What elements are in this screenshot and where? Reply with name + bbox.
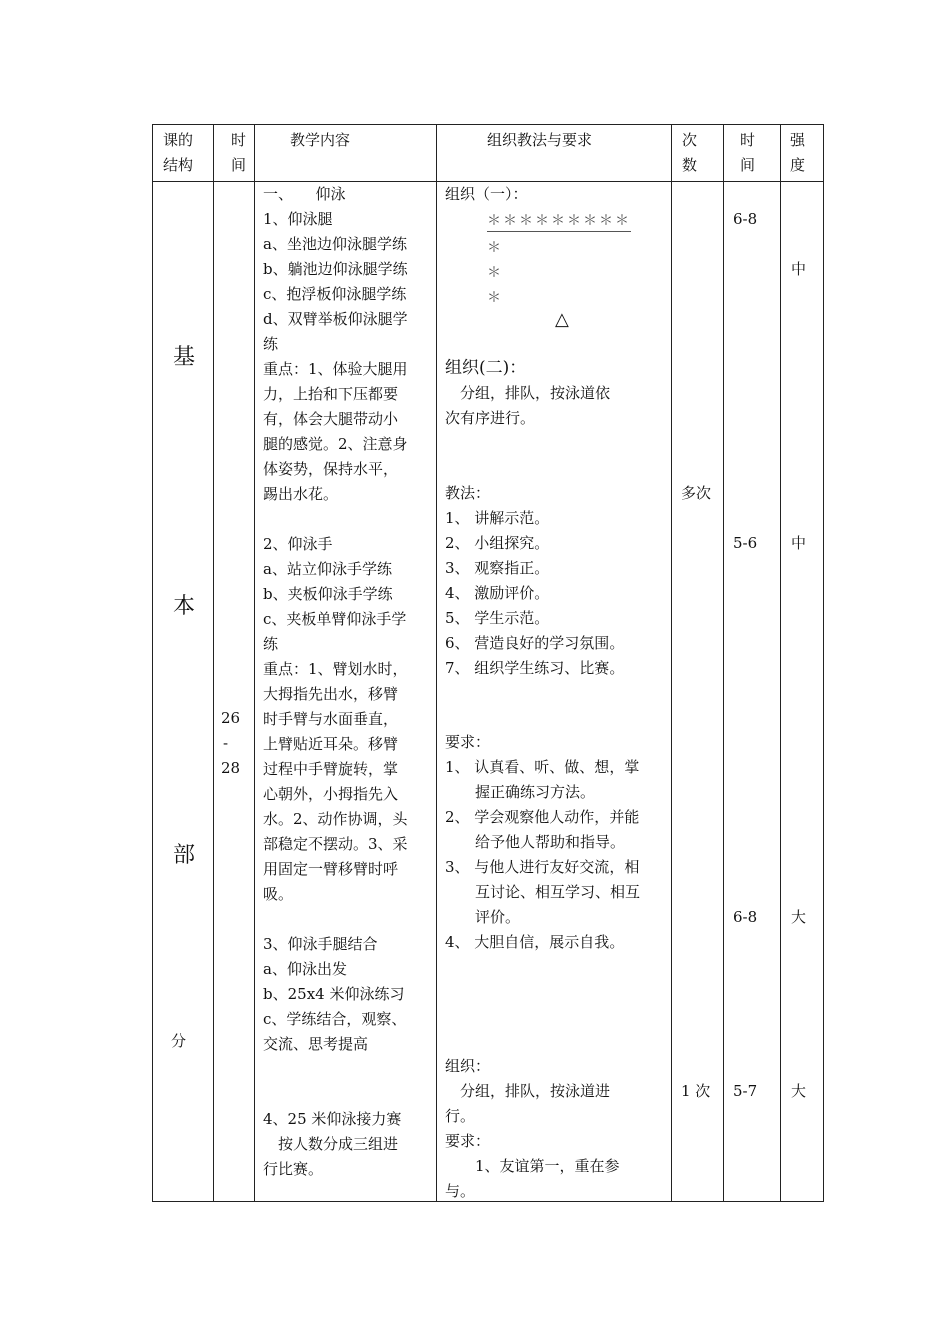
- count-once: 1 次: [681, 1082, 711, 1100]
- content-line: b、夹板仰泳手学练: [263, 585, 393, 603]
- req-line: 给予他人帮助和指导。: [445, 833, 626, 851]
- method-teach-title: 教法：: [445, 484, 491, 502]
- method-org3-line2: 行。: [445, 1107, 476, 1125]
- formation-star: ＊: [487, 265, 501, 281]
- method-org2-line2: 次有序进行。: [445, 409, 536, 427]
- teach-item: 5、 学生示范。: [445, 609, 550, 627]
- method-org2-line1: 分组，排队，按泳道依: [445, 384, 611, 402]
- content-line: 用固定一臂移臂时呼: [263, 860, 399, 878]
- content-line: 大拇指先出水，移臂: [263, 685, 399, 703]
- content-line: 时手臂与水面垂直，: [263, 710, 399, 728]
- col-divider: [671, 125, 672, 1201]
- intensity-4: 大: [791, 1082, 807, 1100]
- method-org2: 组织(二)：: [445, 358, 527, 378]
- header-count-line1: 次: [682, 131, 698, 149]
- content-line: 腿的感觉。2、注意身: [263, 435, 408, 453]
- content-line: a、坐池边仰泳腿学练: [263, 235, 407, 253]
- teach-item: 1、 讲解示范。: [445, 509, 550, 527]
- req-line: 评价。: [445, 908, 521, 926]
- header-structure-line2: 结构: [163, 156, 194, 174]
- header-intensity-line2: 度: [790, 156, 806, 174]
- intensity-3: 大: [791, 908, 807, 926]
- header-content: 教学内容: [290, 131, 351, 149]
- col-divider: [780, 125, 781, 1201]
- header-time2-line2: 间: [740, 156, 756, 174]
- header-time-line1: 时: [231, 131, 247, 149]
- content-line: 心朝外，小拇指先入: [263, 785, 399, 803]
- time-range-end: 28: [221, 759, 241, 777]
- content-line: 3、仰泳手腿结合: [263, 935, 378, 953]
- req-line: 互讨论、相互学习、相互: [445, 883, 641, 901]
- time-range-start: 26: [221, 709, 241, 727]
- content-line: 重点：1、臂划水时，: [263, 660, 408, 678]
- content-line: c、学练结合，观察、: [263, 1010, 407, 1028]
- structure-char-ben: 本: [173, 594, 196, 619]
- time-range-dash: -: [223, 734, 229, 752]
- content-line: 练: [263, 635, 279, 653]
- method-req2-line1: 1、友谊第一，重在参: [445, 1157, 620, 1175]
- intensity-1: 中: [791, 260, 807, 278]
- content-line: 行比赛。: [263, 1160, 324, 1178]
- req-line: 4、 大胆自信，展示自我。: [445, 933, 625, 951]
- req-line: 1、 认真看、听、做、想，掌: [445, 758, 640, 776]
- content-line: 踢出水花。: [263, 485, 339, 503]
- content-line: 体姿势，保持水平，: [263, 460, 399, 478]
- header-time2-line1: 时: [740, 131, 756, 149]
- count-many: 多次: [681, 484, 712, 502]
- teacher-triangle-icon: △: [555, 309, 569, 330]
- duration-4: 5-7: [733, 1082, 758, 1100]
- duration-3: 6-8: [733, 908, 758, 926]
- req-line: 握正确练习方法。: [445, 783, 596, 801]
- content-line: a、站立仰泳手学练: [263, 560, 392, 578]
- content-line: 2、仰泳手: [263, 535, 333, 553]
- formation-star: ＊: [487, 290, 501, 306]
- content-line: d、双臂举板仰泳腿学: [263, 310, 408, 328]
- content-line: 一、 仰泳: [263, 185, 346, 203]
- content-line: b、躺池边仰泳腿学练: [263, 260, 408, 278]
- content-line: 1、仰泳腿: [263, 210, 333, 228]
- content-line: c、抱浮板仰泳腿学练: [263, 285, 407, 303]
- content-line: 吸。: [263, 885, 294, 903]
- structure-char-ji: 基: [173, 345, 196, 370]
- duration-2: 5-6: [733, 534, 758, 552]
- content-line: 有，体会大腿带动小: [263, 410, 399, 428]
- header-method: 组织教法与要求: [487, 131, 593, 149]
- header-count-line2: 数: [682, 156, 698, 174]
- teach-item: 6、 营造良好的学习氛围。: [445, 634, 625, 652]
- content-line: 4、25 米仰泳接力赛: [263, 1110, 402, 1128]
- content-line: 按人数分成三组进: [263, 1135, 399, 1153]
- intensity-2: 中: [791, 534, 807, 552]
- content-line: 重点：1、体验大腿用: [263, 360, 408, 378]
- method-req2-title: 要求：: [445, 1132, 491, 1150]
- content-line: b、25x4 米仰泳练习: [263, 985, 405, 1003]
- method-req-title: 要求：: [445, 733, 491, 751]
- method-org3: 组织：: [445, 1057, 491, 1075]
- header-intensity-line1: 强: [790, 131, 806, 149]
- content-line: 交流、思考提高: [263, 1035, 369, 1053]
- teach-item: 2、 小组探究。: [445, 534, 550, 552]
- header-structure-line1: 课的: [163, 131, 194, 149]
- content-line: 水。2、动作协调，头: [263, 810, 408, 828]
- col-divider: [213, 125, 214, 1201]
- teach-item: 7、 组织学生练习、比赛。: [445, 659, 625, 677]
- method-org1: 组织（一）：: [445, 185, 528, 203]
- header-time-line2: 间: [231, 156, 247, 174]
- content-line: 练: [263, 335, 279, 353]
- content-line: a、仰泳出发: [263, 960, 347, 978]
- lesson-plan-table: [152, 124, 824, 1202]
- structure-char-bu: 部: [173, 843, 196, 868]
- formation-star: ＊: [487, 240, 501, 256]
- method-org3-line1: 分组，排队，按泳道进: [445, 1082, 611, 1100]
- content-line: 上臂贴近耳朵。移臂: [263, 735, 399, 753]
- req-line: 2、 学会观察他人动作，并能: [445, 808, 640, 826]
- content-line: c、夹板单臂仰泳手学: [263, 610, 407, 628]
- content-line: 力，上抬和下压都要: [263, 385, 399, 403]
- formation-stars-row: ＊＊＊＊＊＊＊＊＊: [487, 211, 631, 232]
- col-divider: [436, 125, 437, 1201]
- req-line: 3、 与他人进行友好交流，相: [445, 858, 640, 876]
- col-divider: [723, 125, 724, 1201]
- col-divider: [254, 125, 255, 1201]
- teach-item: 4、 激励评价。: [445, 584, 550, 602]
- method-req2-line2: 与。: [445, 1182, 476, 1200]
- duration-1: 6-8: [733, 210, 758, 228]
- content-line: 部稳定不摆动。3、采: [263, 835, 408, 853]
- structure-char-fen: 分: [171, 1032, 187, 1050]
- content-line: 过程中手臂旋转，掌: [263, 760, 399, 778]
- teach-item: 3、 观察指正。: [445, 559, 550, 577]
